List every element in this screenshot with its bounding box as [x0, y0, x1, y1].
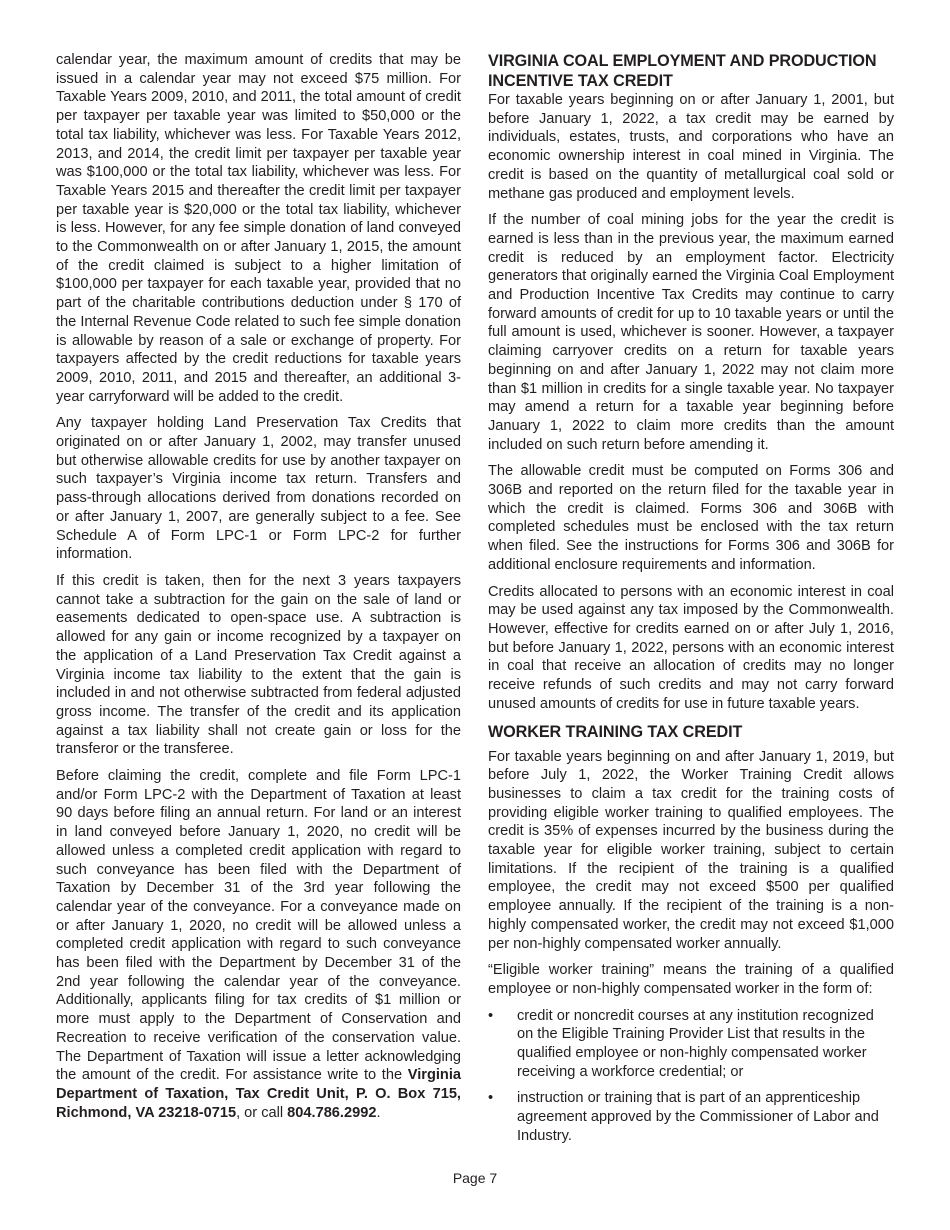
list-item: [488, 1007, 894, 1082]
paragraph-subtraction-rules: If this credit is taken, then for the next 3 years taxpayers cannot take a subtraction for the gain on the sale of land or easements dedicated to open-space use. A subtraction is allowed for any gain or income recognized by a taxpayer on the application of a Land Preservation Tax Credit against a Virginia income tax liability to the extent that the gain is included in and not otherwise subtracted from federal adjusted gross income. The transfer of the credit and its application against a tax liability shall not create gain or loss for the transferor or the transferee.: [56, 572, 461, 758]
list-item-text: instruction or training that is part of an apprenticeship agreement approved by the Commissioner of Labor and Industry.: [517, 1090, 879, 1144]
paragraph-economic-interest: Credits allocated to persons with an economic interest in coal may be used against any tax imposed by the Commonwealth. However, effective for credits earned on or after July 1, 2016, but before January 1, 2022, persons with an economic interest in coal that receive an allocation of credits may no longer receive refunds of such credits and may not carry forward unused amounts of credits for use in future taxable years.: [488, 583, 894, 712]
claiming-text: Before claiming the credit, complete and file Form LPC-1 and/or Form LPC-2 with the Department of Taxation at least 90 days before filing an annual return. For land or an interest in land conveyed before January 1, 2020, no credit will be allowed unless a completed credit application with regard to such conveyance has been filed with the Department of Taxation by December 31 of the 3rd year following the calendar year of the conveyance. For a conveyance made on or after January 1, 2020, no credit will be allowed unless a completed credit application with regard to such conveyance has been filed with the Department by December 31 of the 2nd year following the calendar year of the conveyance. Additionally, applicants filing for tax credits of $1 million or more must apply to the Department of Conservation and Recreation to receive verification of the conservation value. The Department of Taxation will issue a letter acknowledging the amount of the credit. For assistance write to the: [56, 768, 461, 1084]
tax-credit-unit-address: Virginia Department of Taxation, Tax Credit Unit, P. O. Box 715, Richmond, VA 23218-0715: [56, 1067, 461, 1121]
paragraph-coal-jobs-factor: If the number of coal mining jobs for the year the credit is earned is less than in the previous year, the maximum earned credit is reduced by an employment factor. Electricity generators that originally earned the Virginia Coal Employment and Production Incentive Tax Credits may continue to carry forward amounts of credit for up to 10 taxable years or until the full amount is used, whichever is sooner. However, a taxpayer claiming carryover credits on a return for taxable years beginning on and after January 1, 2022 may not claim more than $1 million in credits for a single taxable year. No taxpayer may amend a return for a taxable year beginning before January 1, 2022 to claim more credits than the amount included on such return before amending it.: [488, 212, 894, 453]
paragraph-claiming-instructions: [56, 767, 461, 1122]
paragraph-forms-306: The allowable credit must be computed on Forms 306 and 306B and reported on the return filed for the taxable year in which the credit is claimed. Forms 306 and 306B with completed schedules must be enclosed with the tax return when filed. See the instructions for Forms 306 and 306B for additional enclosure requirements and information.: [488, 463, 894, 573]
eligible-training-list: [488, 1007, 894, 1146]
heading-coal-employment-credit: VIRGINIA COAL EMPLOYMENT AND PRODUCTION INCENTIVE TAX CREDIT: [488, 52, 877, 90]
list-item: [488, 1089, 894, 1145]
bullet-marker: •: [488, 1090, 494, 1107]
period-text: .: [376, 1104, 381, 1121]
page-number: Page 7: [452, 1170, 498, 1186]
heading-worker-training-credit: WORKER TRAINING TAX CREDIT: [488, 722, 743, 741]
call-text: , or call: [236, 1104, 288, 1121]
paragraph-credit-limits: calendar year, the maximum amount of credits that may be issued in a calendar year may not exceed $75 million. For Taxable Years 2009, 2010, and 2011, the total amount of credit per taxpayer per taxable year was limited to $50,000 or the total tax liability, whichever was less. For Taxable Years 2012, 2013, and 2014, the credit limit per taxpayer per taxable year was $100,000 or the total tax liability, whichever was less. For Taxable Years 2015 and thereafter the credit limit per taxpayer per taxable year is $20,000 or the total tax liability, whichever is less. However, for any fee simple donation of land conveyed to the Commonwealth on or after January 1, 2015, the amount of the credit claimed is subject to a higher limitation of $100,000 per taxpayer for each taxable year, provided that no part of the charitable contributions deduction under § 170 of the Internal Revenue Code related to such fee simple donation is allowable by reason of a sale or exchange of property. For taxpayers affected by the credit reductions for taxable years 2009, 2010, 2011, and 2015 and thereafter, an additional 3-year carryforward will be added to the credit.: [56, 52, 461, 405]
paragraph-credit-transfer: Any taxpayer holding Land Preservation Tax Credits that originated on or after January 1, 2002, may transfer unused but otherwise allowable credits for use by another taxpayer on such taxpayer’s Virginia income tax return. Transfers and pass-through allocations derived from donations recorded on or after January 1, 2007, are generally subject to a fee. See Schedule A of Form LPC-1 or Form LPC-2 for further information.: [56, 415, 461, 563]
left-column: [56, 51, 461, 1130]
phone-number: 804.786.2992: [287, 1104, 377, 1121]
bullet-marker: •: [488, 1007, 494, 1024]
paragraph-eligible-training-definition: “Eligible worker training” means the training of a qualified employee or non-highly compensated worker in the form of:: [488, 962, 894, 997]
paragraph-coal-credit-overview: For taxable years beginning on or after January 1, 2001, but before January 1, 2022, a tax credit may be earned by individuals, estates, trusts, and corporations who have an economic ownership interest in coal mined in Virginia. The credit is based on the quantity of metallurgical coal sold or methane gas produced and employment levels.: [488, 92, 894, 202]
paragraph-worker-training-overview: For taxable years beginning on and after January 1, 2019, but before July 1, 2022, the Worker Training Credit allows businesses to claim a tax credit for the training costs of providing eligible worker training to qualified employees. The credit is 35% of expenses incurred by the business during the taxable year for eligible worker training, subject to certain limitations. If the recipient of the training is a qualified employee, the credit may not exceed $500 per qualified employee annually. If the recipient of the training is a non-highly compensated worker, the credit may not exceed $1,000 per non-highly compensated worker annually.: [488, 748, 894, 952]
list-item-text: credit or noncredit courses at any institution recognized on the Eligible Training Provider List that results in the qualified employee or non-highly compensated worker receiving a workforce credential; or: [517, 1007, 874, 1080]
right-column: [488, 51, 894, 1154]
